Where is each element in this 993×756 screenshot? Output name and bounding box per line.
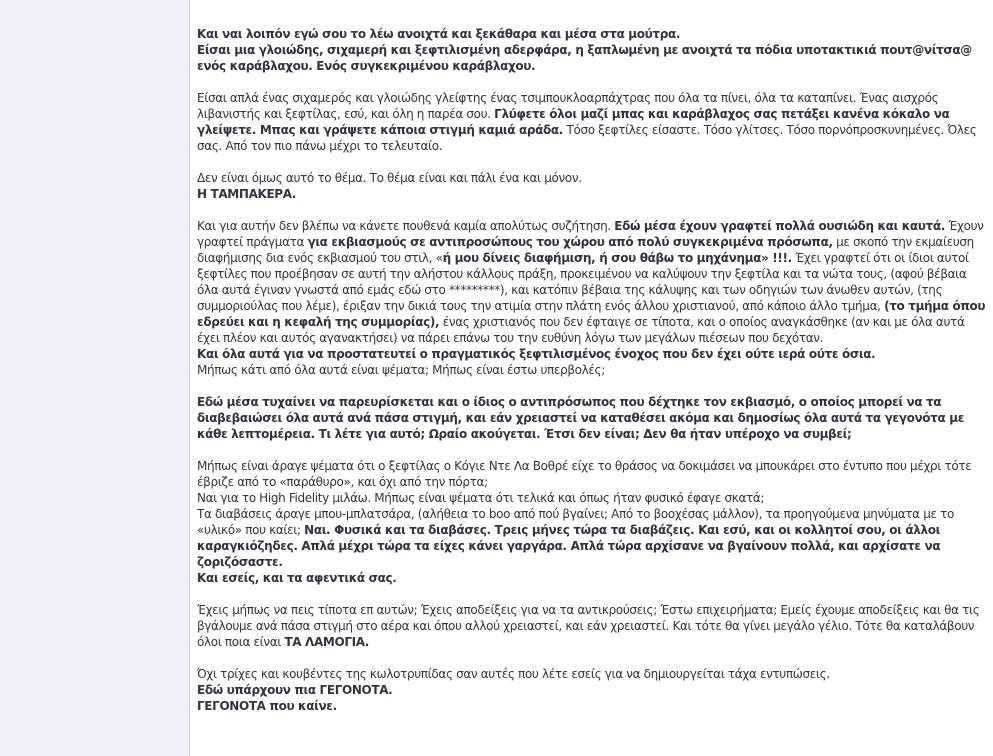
text-segment: Τόσο ξεφτίλες είσαστε. Τόσο γλίτσες. Τόσο πορνόπροσκυνημένες. Όλες σας. Από τον πιο πάνω μέχρι το τελευταίο.	[197, 123, 977, 153]
bold-text: Εδώ μέσα έχουν γραφτεί πολλά ουσιώδη και καυτά.	[614, 219, 945, 233]
text-segment: Και για αυτήν δεν βλέπω να κάνετε πουθενά καμία απολύτως συζήτηση.	[197, 219, 615, 233]
bold-text: ή μου δίνεις διαφήμιση, ή σου θάβω το μηχάνημα» !!!.	[442, 251, 792, 265]
post-paragraph	[197, 218, 987, 378]
text-segment: Δεν είναι όμως αυτό το θέμα. Το θέμα είναι και πάλι ένα και μόνον.	[197, 171, 582, 185]
text-segment: ένας χριστιανός που δεν έφταιγε σε τίποτα, και ο οποίος αναγκάσθηκε (αν και με όλα αυτά έχει πλέον και αυτός αγανακτήσει) να πάρει επάνω του την ευθύνη λόγω των μεγάλων πιέσεων που δεχόταν.	[197, 315, 965, 345]
author-sidebar	[0, 0, 190, 756]
text-segment: Ναι για το High Fidelity μιλάω. Μήπως είναι ψέματα ότι τελικά και όπως ήταν φυσικό έφαγε σκατά;	[197, 491, 765, 505]
post-paragraph	[197, 26, 987, 74]
text-segment: Τα διαβάσεις άραγε μπου-μπλατσάρα, (αλήθεια το boo από πού βγαίνει; Από το βοοχέσας μάλλον), τα προηγούμενα μηνύματα με το «υλικό» που καίει;	[197, 507, 954, 537]
post-paragraph	[197, 458, 987, 586]
post-paragraph	[197, 666, 987, 714]
bold-text: (το τμήμα όπου εδρεύει και η κεφαλή της συμμορίας),	[197, 299, 986, 329]
post-paragraph	[197, 90, 987, 154]
bold-text: Εδώ υπάρχουν πια ΓΕΓΟΝΟΤΑ.	[197, 683, 393, 697]
text-segment: Έχεις μήπως να πεις τίποτα επ αυτών; Έχεις αποδείξεις για να τα αντικρούσεις; Έστω επιχειρήματα; Εμείς έχουμε αποδείξεις και θα τις βγάλουμε ανά πάσα στιγμή στο αέρα και όπου αλλού χρειαστεί, και εάν χρειαστεί. Και τότε θα γίνει μεγάλο γέλιο. Τότε θα καταλάβουν όλοι ποια είναι	[197, 603, 980, 649]
text-segment: Είσαι απλά ένας σιχαμερός και γλοιώδης γλείφτης ένας τσιμπουκλοαρπάχτρας που όλα τα πίνει, όλα τα καταπίνει. Ένας αισχρός λιβανιστής και ξεφτίλας, εσύ, και όλη η παρέα σου.	[197, 91, 939, 121]
bold-text: Ναι. Φυσικά και τα διαβάσες. Τρεις μήνες τώρα τα διαβάζεις. Και εσύ, και οι κολλητοί σου, οι άλλοι καραγκιόζηδες. Απλά μέχρι τώρα τα είχες κάνει γαργάρα. Απλά τώρα αρχίσανε να βγαίνουν πολλά, και αρχίσατε να ζοριζόσαστε.	[197, 523, 941, 569]
text-segment: Μήπως είναι άραγε ψέματα ότι ο ξεφτίλας ο Κόγιε Ντε Λα Βοθρέ είχε το θράσος να δοκιμάσει να μπουκάρει στο έντυπο που μέχρι τότε έβριζε από το «παράθυρο», και όχι από την πόρτα;	[197, 459, 972, 489]
text-segment: Έχουν γραφτεί πράγματα	[197, 219, 984, 249]
text-segment: Μήπως κάτι από όλα αυτά είναι ψέματα; Μήπως είναι έστω υπερβολές;	[197, 363, 605, 377]
bold-text: Είσαι μια γλοιώδης, σιχαμερή και ξεφτιλισμένη αδερφάρα, η ξαπλωμένη με ανοιχτά τα πόδια υποτακτικιά πουτ@νίτσα@ ενός καράβλαχου. Ενός συγκεκριμένου καράβλαχου.	[197, 43, 972, 73]
text-segment: με σκοπό την εκμαίευση διαφήμισης δια ενός εκβιασμού του στιλ, «	[197, 235, 974, 265]
post-paragraph	[197, 170, 987, 202]
text-segment: Όχι τρίχες και κουβέντες της κωλοτρυπίδας σαν αυτές που λέτε εσείς για να δημιουργείται τάχα εντυπώσεις.	[197, 667, 830, 681]
bold-text: για εκβιασμούς σε αντιπροσώπους του χώρου από πολύ συγκεκριμένα πρόσωπα,	[307, 235, 833, 249]
bold-text: Η ΤΑΜΠΑΚΕΡΑ.	[197, 187, 296, 201]
bold-text: Και ναι λοιπόν εγώ σου το λέω ανοιχτά και ξεκάθαρα και μέσα στα μούτρα.	[197, 27, 681, 41]
bold-text: Και εσείς, και τα αφεντικά σας.	[197, 571, 397, 585]
bold-text: Εδώ μέσα τυχαίνει να παρευρίσκεται και ο ίδιος ο αντιπρόσωπος που δέχτηκε τον εκβιασμό, ο οποίος μπορεί να τα διαβεβαιώσει όλα αυτά ανά πάσα στιγμή, και εάν χρειαστεί να καταθέσει ακόμα και δημοσίως όλα αυτά τα γεγονότα με κάθε λεπτομέρεια. Τι λέτε για αυτό; Ωραίο ακούγεται. Έτσι δεν είναι; Δεν θα ήταν υπέροχο να συμβεί;	[197, 395, 965, 441]
bold-text: ΓΕΓΟΝΟΤΑ που καίνε.	[197, 699, 337, 713]
text-segment: Έχει γραφτεί ότι οι ίδιοι αυτοί ξεφτίλες που προέβησαν σε αυτή την αλήστου κάλλους πράξη, προκειμένου να καλύψουν την ξεφτίλα και τα νώτα τους, (αφού βέβαια όλα αυτά έγιναν γνωστά από εμάς εδώ στο *********), και κατόπιν βέβαια της κάλυψης και των οδηγιών των άνωθεν αυτών, (της συμμοριούλας που λέμε), έριξαν την δικιά τους την ατιμία στην πλάτη ενός άλλου χριστιανού, από κάποιο άλλο τμήμα,	[197, 251, 969, 313]
post-paragraph	[197, 602, 987, 650]
post-body	[197, 26, 987, 714]
bold-text: ΤΑ ΛΑΜΟΓΙΑ.	[284, 635, 369, 649]
post-paragraph	[197, 394, 987, 442]
bold-text: Και όλα αυτά για να προστατευτεί ο πραγματικός ξεφτιλισμένος ένοχος που δεν έχει ούτε ιερά ούτε όσια.	[197, 347, 876, 361]
bold-text: Γλύφετε όλοι μαζί μπας και καράβλαχος σας πετάξει κανένα κόκαλο να γλείψετε. Μπας και γράψετε κάποια στιγμή καμιά αράδα.	[197, 107, 950, 137]
